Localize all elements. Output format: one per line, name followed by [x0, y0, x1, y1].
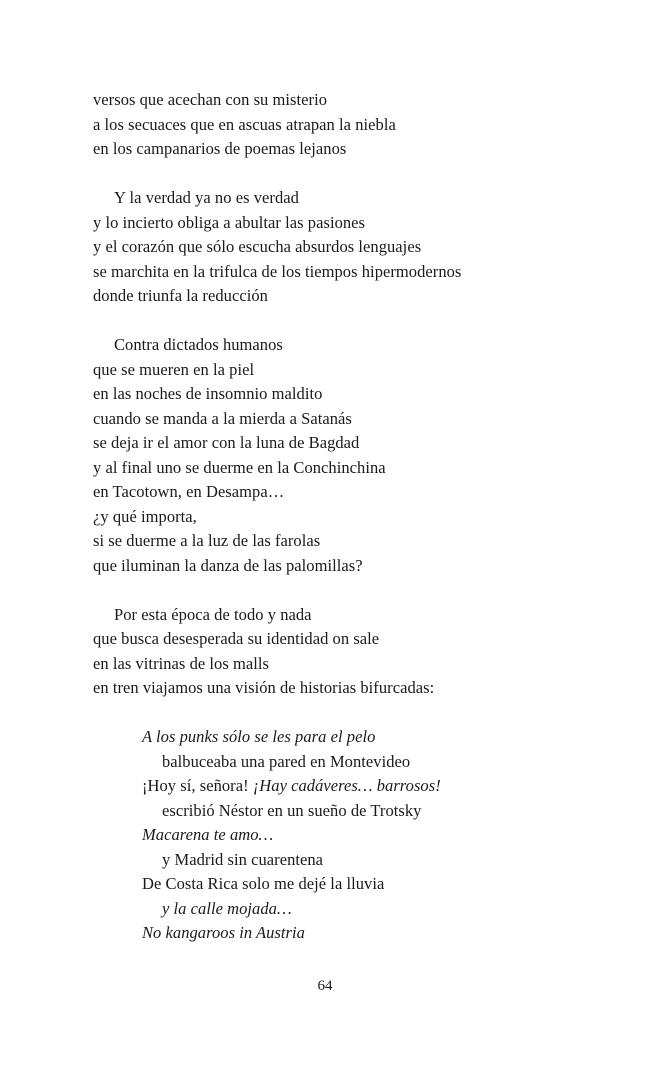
- poem-line: y al final uno se duerme en la Conchinchina: [93, 457, 386, 477]
- poem-line: Y la verdad ya no es verdad: [114, 188, 299, 207]
- quote-line: balbuceaba una pared en Montevideo: [162, 751, 411, 771]
- poem-line: y el corazón que sólo escucha absurdos lenguajes: [93, 237, 422, 256]
- quoted-stanza: [93, 725, 593, 946]
- poem-body: [93, 88, 593, 946]
- poem-line: en las noches de insomnio maldito: [93, 384, 323, 403]
- stanza-2: [93, 186, 593, 309]
- poem-line: versos que acechan con su misterio: [93, 90, 327, 109]
- quote-line: De Costa Rica solo me dejé la lluvia: [142, 874, 385, 893]
- poem-line: en tren viajamos una visión de historias bifurcadas:: [93, 678, 435, 697]
- poem-line: en Tacotown, en Desampa…: [93, 482, 285, 501]
- poem-line: y lo incierto obliga a abultar las pasiones: [93, 212, 366, 232]
- stanza-break: [93, 578, 593, 603]
- poem-line: Por esta época de todo y nada: [114, 604, 312, 624]
- poem-line: que se mueren en la piel: [93, 359, 255, 379]
- quote-line: y la calle mojada…: [162, 898, 292, 918]
- quote-line: y Madrid sin cuarentena: [162, 849, 324, 869]
- poem-line: Contra dictados humanos: [114, 335, 283, 354]
- poem-line: donde triunfa la reducción: [93, 286, 268, 305]
- quote-line: No kangaroos in Austria: [142, 923, 305, 942]
- quote-line: A los punks sólo se les para el pelo: [142, 727, 376, 746]
- quote-line: Macarena te amo…: [142, 825, 274, 844]
- poem-line: si se duerme a la luz de las farolas: [93, 531, 321, 550]
- stanza-3: [93, 333, 593, 578]
- poem-line: ¿y qué importa,: [93, 506, 197, 526]
- page-number: 64: [317, 978, 333, 994]
- stanza-1: [93, 88, 593, 162]
- poem-line: que iluminan la danza de las palomillas?: [93, 555, 363, 575]
- stanza-break: [93, 162, 593, 187]
- poem-line: cuando se manda a la mierda a Satanás: [93, 408, 352, 428]
- quote-line: escribió Néstor en un sueño de Trotsky: [162, 800, 422, 820]
- stanza-4: [93, 603, 593, 701]
- poem-line: en los campanarios de poemas lejanos: [93, 139, 347, 158]
- poem-line: en las vitrinas de los malls: [93, 653, 269, 673]
- poem-line: a los secuaces que en ascuas atrapan la niebla: [93, 114, 396, 134]
- poem-line: se marchita en la trifulca de los tiempos hipermodernos: [93, 261, 462, 281]
- stanza-break: [93, 309, 593, 334]
- quote-line-roman: ¡Hoy sí, señora!: [142, 776, 253, 795]
- stanza-break: [93, 701, 593, 726]
- quote-line-italic: ¡Hay cadáveres… barrosos!: [252, 776, 441, 795]
- poem-line: se deja ir el amor con la luna de Bagdad: [93, 433, 360, 452]
- quote-line: [93, 774, 593, 799]
- poem-line: que busca desesperada su identidad on sale: [93, 629, 380, 648]
